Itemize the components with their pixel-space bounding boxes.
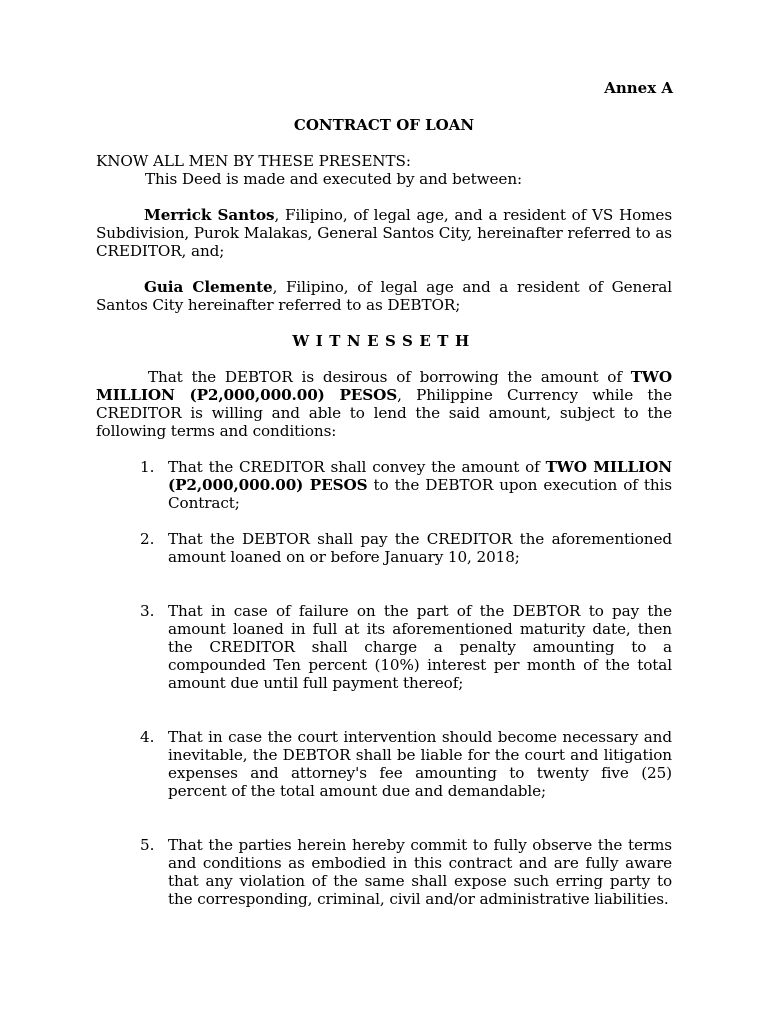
clause-text: That the DEBTOR shall pay the CREDITOR the aforementioned amount loaned on or before January 10, 2018; (168, 530, 672, 566)
annex-label: Annex A (604, 79, 673, 97)
deed-statement: This Deed is made and executed by and between: (145, 170, 523, 188)
clause-3 (140, 602, 672, 692)
clause-1-text-1: That the CREDITOR shall convey the amount of (168, 458, 546, 476)
intro-text-1: That the DEBTOR is desirous of borrowing the amount of (148, 368, 631, 386)
intro-paragraph (96, 368, 672, 440)
clause-4 (140, 728, 672, 800)
preamble-greeting: KNOW ALL MEN BY THESE PRESENTS: (96, 152, 411, 170)
clause-1-text-2: to the DEBTOR upon execution of this Contract; (168, 476, 672, 512)
witnesseth-heading: WITNESSETH (292, 332, 476, 350)
clause-number: 2. (140, 530, 155, 548)
clause-text: That in case of failure on the part of the DEBTOR to pay the amount loaned in full at its aforementioned maturity date, then the CREDITOR shall charge a penalty amounting to a compounded Ten percent (10%) interest per month of the total amount due until full payment thereof; (168, 602, 672, 692)
debtor-description: , Filipino, of legal age and a resident of General Santos City hereinafter referred to as DEBTOR; (96, 278, 672, 314)
clause-text (168, 458, 672, 512)
clause-number: 1. (140, 458, 155, 476)
clause-text: That the parties herein hereby commit to fully observe the terms and conditions as embodied in this contract and are fully aware that any violation of the same shall expose such erring party to the corresponding, criminal, civil and/or administrative liabilities. (168, 836, 672, 908)
clause-number: 5. (140, 836, 155, 854)
creditor-name: Merrick Santos (144, 206, 275, 224)
creditor-description: , Filipino, of legal age, and a resident of VS Homes Subdivision, Purok Malakas, General Santos City, hereinafter referred to as CREDITOR, and; (96, 206, 673, 260)
creditor-paragraph (96, 206, 672, 260)
clause-1-amount: TWO MILLION (P2,000,000.00) PESOS (168, 458, 672, 494)
debtor-name: Guia Clemente (144, 278, 273, 296)
document-title: CONTRACT OF LOAN (293, 116, 475, 134)
clause-5 (140, 836, 672, 908)
clause-1 (140, 458, 672, 512)
clause-2 (140, 530, 672, 566)
clause-text: That in case the court intervention should become necessary and inevitable, the DEBTOR shall be liable for the court and litigation expenses and attorney's fee amounting to twenty five (25) percent of the total amount due and demandable; (168, 728, 672, 800)
intro-amount: TWO MILLION (P2,000,000.00) PESOS (96, 368, 672, 404)
intro-text-2: , Philippine Currency while the CREDITOR is willing and able to lend the said amount, subject to the following terms and conditions: (96, 386, 672, 440)
clause-number: 4. (140, 728, 155, 746)
debtor-paragraph (96, 278, 672, 314)
clause-number: 3. (140, 602, 155, 620)
